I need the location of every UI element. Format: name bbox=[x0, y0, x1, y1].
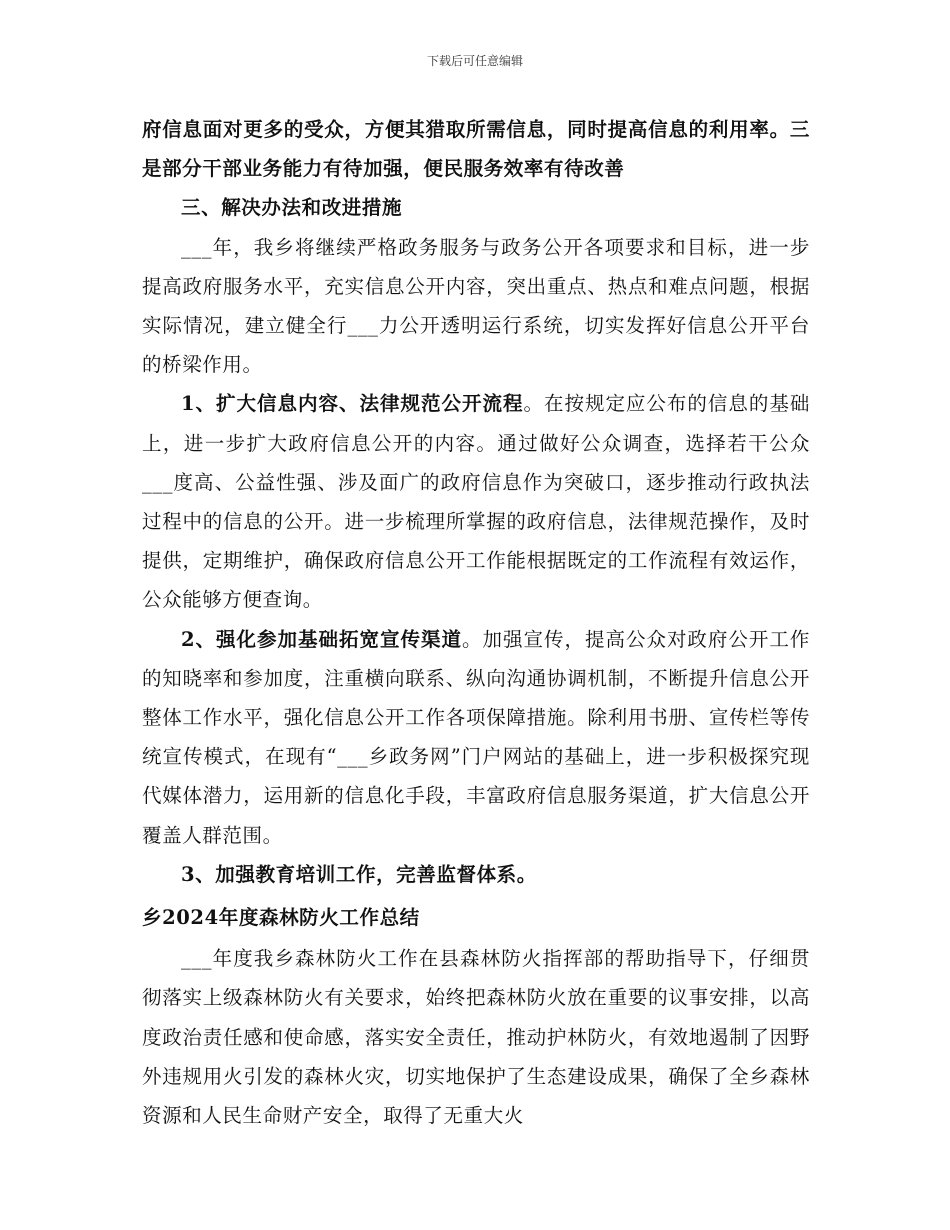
paragraph-continuation: 府信息面对更多的受众，方便其猎取所需信息，同时提高信息的利用率。三是部分干部业务能力有待加强，便民服务效率有待改善 bbox=[142, 118, 810, 181]
document-body bbox=[142, 110, 810, 1135]
list-item-1-text: 。在按规定应公布的信息的基础上，进一步扩大政府信息公开的内容。通过做好公众调查，选择若干公众___度高、公益性强、涉及面广的政府信息作为突破口，逐步推动行政执法过程中的信息的公开。进一步梳理所掌握的政府信息，法律规范操作，及时提供，定期维护，确保政府信息公开工作能根据既定的工作流程有效运作，公众能够方便查询。 bbox=[142, 392, 810, 612]
paragraph-intro: ___年，我乡将继续严格政务服务与政务公开各项要求和目标，进一步提高政府服务水平，充实信息公开内容，突出重点、热点和难点问题，根据实际情况，建立健全行___力公开透明运行系统，切实发挥好信息公开平台的桥梁作用。 bbox=[142, 235, 810, 377]
document-title: 乡2024年度森林防火工作总结 bbox=[142, 906, 420, 930]
list-item-2 bbox=[142, 620, 810, 855]
page-header: 下载后可任意编辑 bbox=[426, 54, 523, 68]
list-item-3: 3、加强教育培训工作，完善监督体系。 bbox=[181, 862, 537, 886]
list-item-1-heading: 1、扩大信息内容、法律规范公开流程 bbox=[181, 392, 524, 416]
list-item-1 bbox=[142, 384, 810, 619]
section-heading: 三、解决办法和改进措施 bbox=[181, 196, 403, 220]
list-item-2-text: 。加强宣传，提高公众对政府公开工作的知晓率和参加度，注重横向联系、纵向沟通协调机制，不断提升信息公开整体工作水平，强化信息公开工作各项保障措施。除利用书册、宣传栏等传统宣传模式，在现有“___乡政务网”门户网站的基础上，进一步积极探究现代媒体潜力，运用新的信息化手段，丰富政府信息服务渠道，扩大信息公开覆盖人群范围。 bbox=[142, 627, 811, 847]
list-item-2-heading: 2、强化参加基础拓宽宣传渠道 bbox=[181, 627, 462, 651]
paragraph-summary: ___年度我乡森林防火工作在县森林防火指挥部的帮助指导下，仔细贯彻落实上级森林防火有关要求，始终把森林防火放在重要的议事安排，以高度政治责任感和使命感，落实安全责任，推动护林防火，有效地遏制了因野外违规用火引发的森林火灾，切实地保护了生态建设成果，确保了全乡森林资源和人民生命财产安全，取得了无重大火 bbox=[142, 947, 810, 1128]
